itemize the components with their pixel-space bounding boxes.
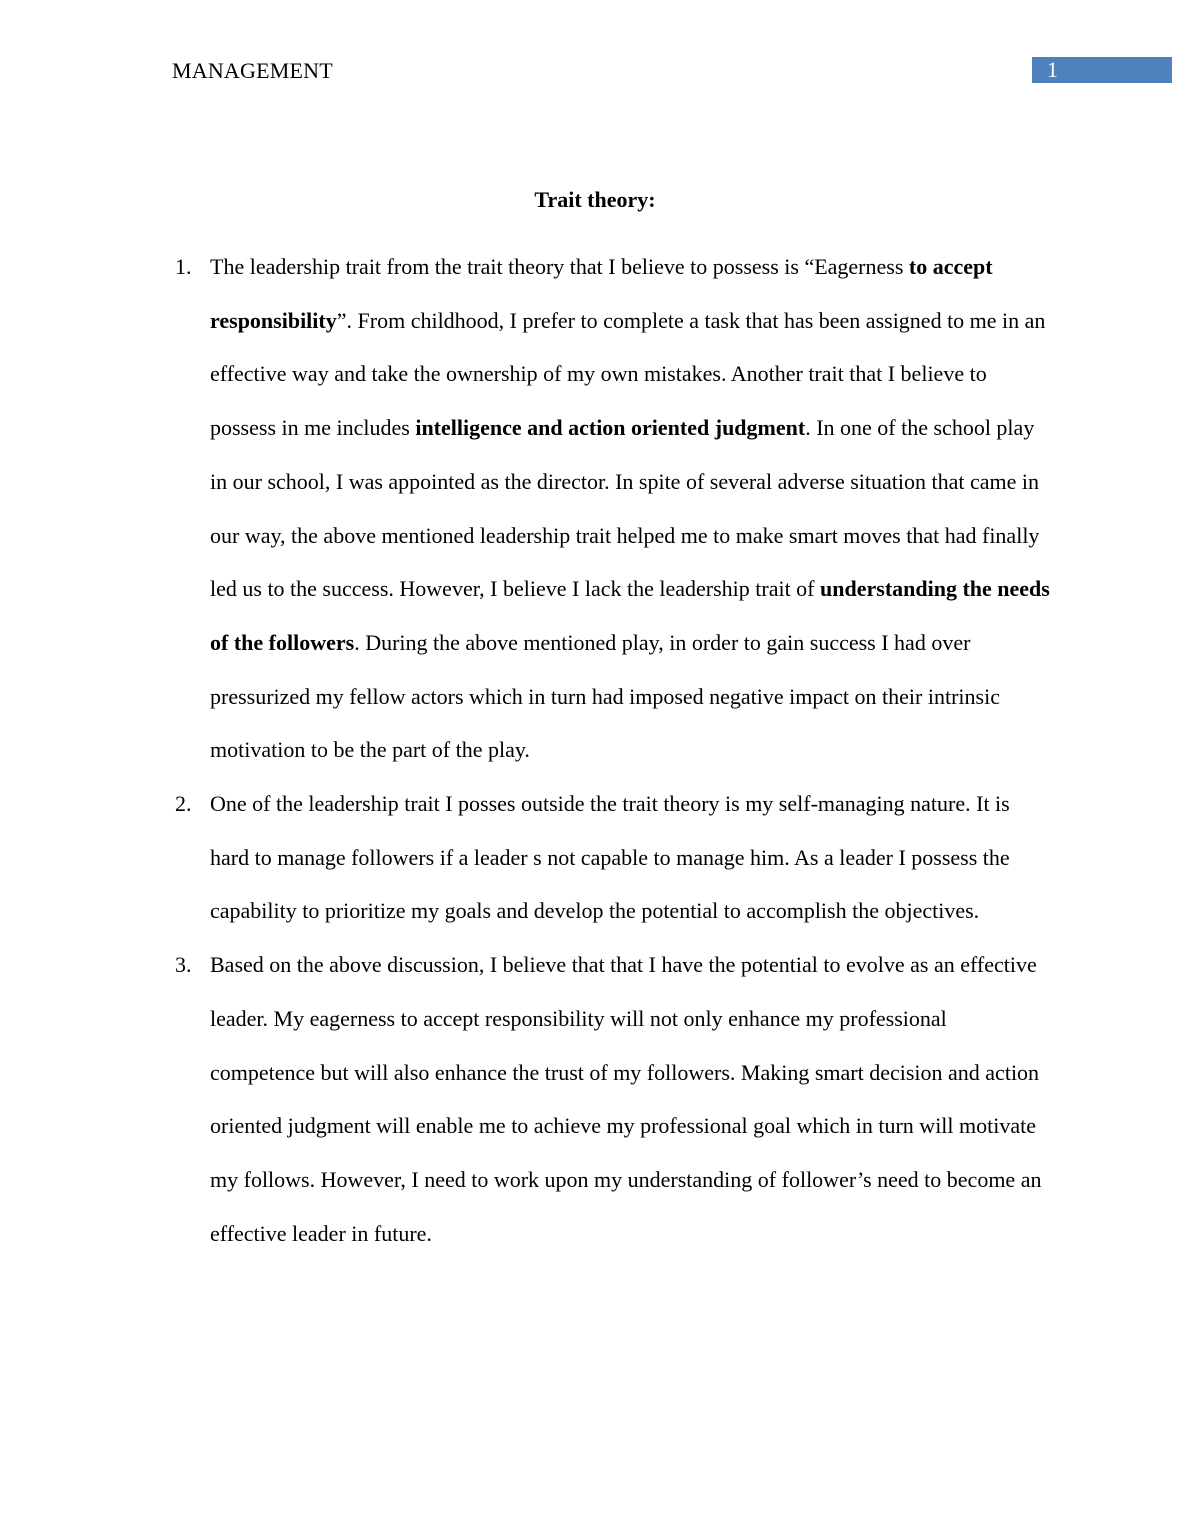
trait-answer-list	[172, 240, 1052, 1260]
running-head: MANAGEMENT	[172, 58, 333, 83]
list-item	[172, 777, 1052, 938]
page-number-box	[1032, 57, 1172, 83]
bold-text-segment: intelligence and action oriented judgment	[415, 415, 806, 441]
bold-text-segment: to accept responsibility	[210, 254, 993, 333]
text-segment: Based on the above discussion, I believe that that I have the potential to evolve as an effective leader. My eagerness to accept responsibility will not only enhance my professional competence but will also enhance the trust of my followers. Making smart decision and action oriented judgment will enable me to achieve my professional goal which in turn will motivate my follows. However, I need to work upon my understanding of follower’s need to become an effective leader in future.	[210, 952, 1042, 1246]
list-item-number: 1.	[175, 254, 192, 279]
text-segment: . During the above mentioned play, in order to gain success I had over pressurized my fellow actors which in turn had imposed negative impact on their intrinsic motivation to be the part of the play.	[210, 629, 1000, 763]
text-segment: The leadership trait from the trait theory that I believe to possess is “Eagerness	[210, 254, 909, 279]
list-item-text	[210, 254, 1050, 762]
list-item	[172, 938, 1052, 1260]
list-item	[172, 240, 1052, 777]
list-item-number: 3.	[175, 952, 192, 978]
text-segment: . In one of the school play in our school, I was appointed as the director. In spite of several adverse situation that came in our way, the above mentioned leadership trait helped me to make smart moves that had finally led us to the success. However, I believe I lack the leadership trait of	[210, 415, 1040, 602]
text-segment: One of the leadership trait I posses outside the trait theory is my self-managing nature. It is hard to manage followers if a leader s not capable to manage him. As a leader I possess the capability to prioritize my goals and develop the potential to accomplish the objectives.	[210, 791, 1010, 924]
list-item-text	[210, 952, 1041, 1246]
page-number: 1	[1047, 57, 1058, 82]
text-segment: ”. From childhood, I prefer to complete a task that has been assigned to me in an effective way and take the ownership of my own mistakes. Another trait that I believe to possess in me includes	[210, 307, 1046, 441]
list-item-number: 2.	[175, 791, 192, 817]
document-title: Trait theory:	[534, 187, 656, 212]
list-item-text	[210, 791, 1010, 923]
bold-text-segment: understanding the needs of the followers	[210, 576, 1050, 655]
